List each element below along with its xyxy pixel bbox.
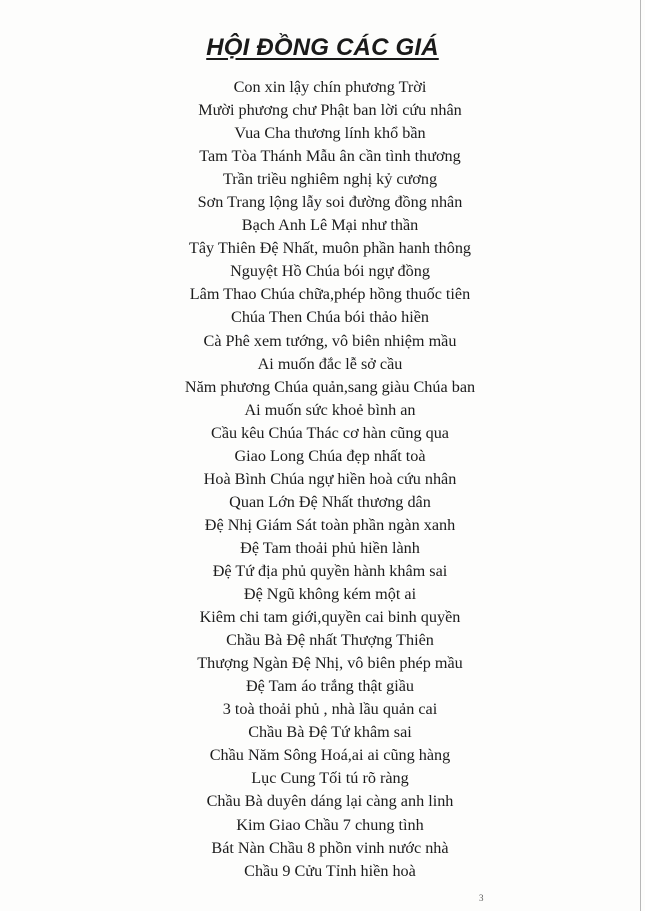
verse-line: Chầu Bà Đệ Tứ khâm sai — [248, 723, 412, 742]
document-title: HỘI ĐỒNG CÁC GIÁ — [206, 34, 439, 61]
verse-line: Trần triều nghiêm nghị kỷ cương — [222, 170, 438, 189]
verse-line: Chầu Bà duyên dáng lại càng anh linh — [206, 792, 454, 811]
verse-line: Ai muốn sức khoẻ bình an — [244, 400, 416, 419]
verse-line: Bát Nàn Chầu 8 phồn vinh nước nhà — [211, 838, 449, 857]
verse-line: Đệ Tam áo trắng thật giầu — [245, 677, 415, 696]
verse-line: Hoà Bình Chúa ngự hiền hoà cứu nhân — [203, 469, 457, 488]
verse-line: Cầu kêu Chúa Thác cơ hàn cũng qua — [211, 423, 449, 442]
verse-line: Đệ Tam thoải phủ hiền lành — [240, 538, 420, 557]
verse-line: Đệ Ngũ không kém một ai — [243, 585, 417, 604]
verse-line: Năm phương Chúa quản,sang giàu Chúa ban — [184, 377, 476, 396]
verse-line: Kiêm chi tam giới,quyền cai binh quyền — [199, 608, 461, 627]
verse-line: Sơn Trang lộng lẫy soi đường đồng nhân — [197, 193, 463, 212]
verse-line: Đệ Tứ địa phủ quyền hành khâm sai — [212, 561, 448, 580]
verse-line: Giao Long Chúa đẹp nhất toà — [234, 446, 426, 465]
page-number: 3 — [479, 893, 484, 903]
verse-line: Lâm Thao Chúa chữa,phép hồng thuốc tiên — [189, 285, 471, 304]
verse-line: Lục Cung Tối tú rõ ràng — [251, 769, 409, 788]
verse-line: Chúa Then Chúa bói thảo hiền — [231, 308, 429, 327]
verse-line: 3 toà thoải phủ , nhà lầu quản cai — [222, 700, 438, 719]
verse-line: Chầu 9 Cửu Tỉnh hiền hoà — [244, 861, 416, 880]
verse-line: Con xin lậy chín phương Trời — [233, 78, 427, 96]
verse-line: Mười phương chư Phật ban lời cứu nhân — [198, 101, 462, 120]
verse-line: Đệ Nhị Giám Sát toàn phần ngàn xanh — [204, 515, 456, 534]
verse-line: Vua Cha thương lính khổ bần — [234, 124, 426, 143]
verse-line: Cà Phê xem tướng, vô biên nhiệm mầu — [203, 331, 457, 350]
verse-line: Chầu Năm Sông Hoá,ai ai cũng hàng — [209, 746, 451, 765]
verse-line: Tam Tòa Thánh Mẫu ân cần tình thương — [199, 147, 461, 166]
verse-line: Bạch Anh Lê Mại như thần — [241, 216, 419, 235]
verse-line: Quan Lớn Đệ Nhất thương dân — [229, 492, 431, 511]
verse-line: Kim Giao Chầu 7 chung tình — [236, 815, 424, 834]
verse-line: Thượng Ngàn Đệ Nhị, vô biên phép mầu — [197, 654, 463, 673]
verse-list — [0, 76, 645, 883]
verse-line: Tây Thiên Đệ Nhất, muôn phần hanh thông — [188, 239, 472, 258]
verse-line: Chầu Bà Đệ nhất Thượng Thiên — [226, 631, 434, 650]
verse-line: Ai muốn đắc lễ sở cầu — [257, 354, 403, 373]
verse-line: Nguyệt Hồ Chúa bói ngự đồng — [230, 262, 430, 281]
